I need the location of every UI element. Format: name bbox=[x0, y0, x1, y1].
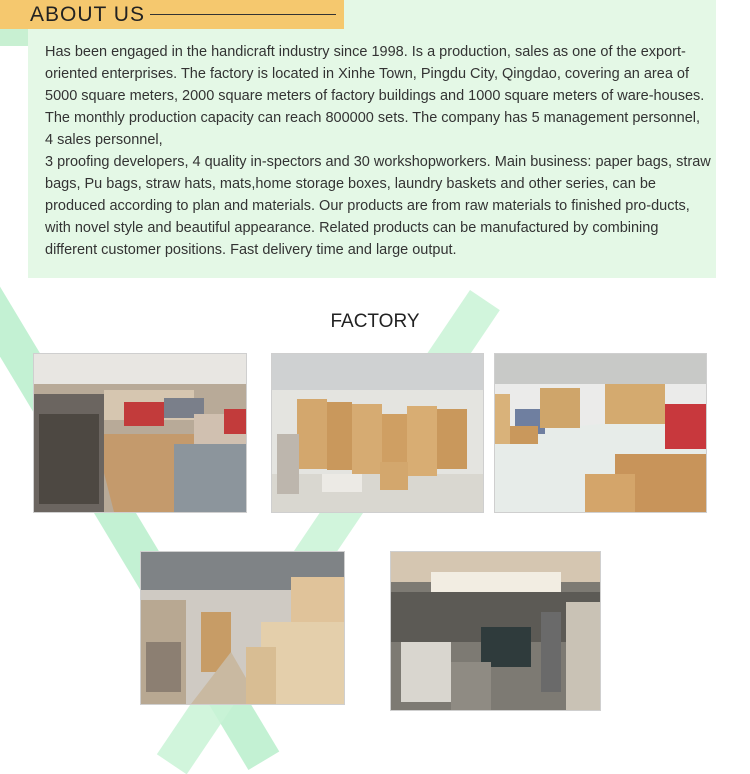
about-title: ABOUT US bbox=[30, 3, 145, 26]
about-paragraph-1: Has been engaged in the handicraft industry since 1998. Is a production, sales as one of the export-oriented enterprises. The factory is located in Xinhe Town, Pingdu City, Qingdao, covering an area of 5000 square meters, 2000 square meters of factory buildings and 1000 square meters of ware-houses. The monthly production capacity can reach 800000 sets. The company has 5 management personnel, 4 sales personnel, bbox=[45, 44, 705, 148]
title-divider-line bbox=[150, 14, 336, 15]
factory-photo-4 bbox=[140, 551, 345, 705]
factory-photo-1 bbox=[33, 353, 247, 513]
factory-photo-5 bbox=[390, 551, 601, 711]
factory-title: FACTORY bbox=[330, 311, 420, 332]
about-description bbox=[45, 41, 711, 261]
factory-photo-2 bbox=[271, 353, 484, 513]
header-accent-block bbox=[0, 29, 28, 46]
factory-photo-3 bbox=[494, 353, 707, 513]
about-paragraph-2: 3 proofing developers, 4 quality in-spectors and 30 workshopworkers. Main business: paper bags, straw bags, Pu bags, straw hats, mats,home storage boxes, laundry baskets and other series, can be produced according to plan and materials. Our products are from raw materials to finished pro-ducts, with novel style and beautiful appearance. Related products can be manufactured by combining different customer positions. Fast delivery time and large output. bbox=[45, 154, 711, 258]
about-header-bar bbox=[0, 0, 344, 29]
